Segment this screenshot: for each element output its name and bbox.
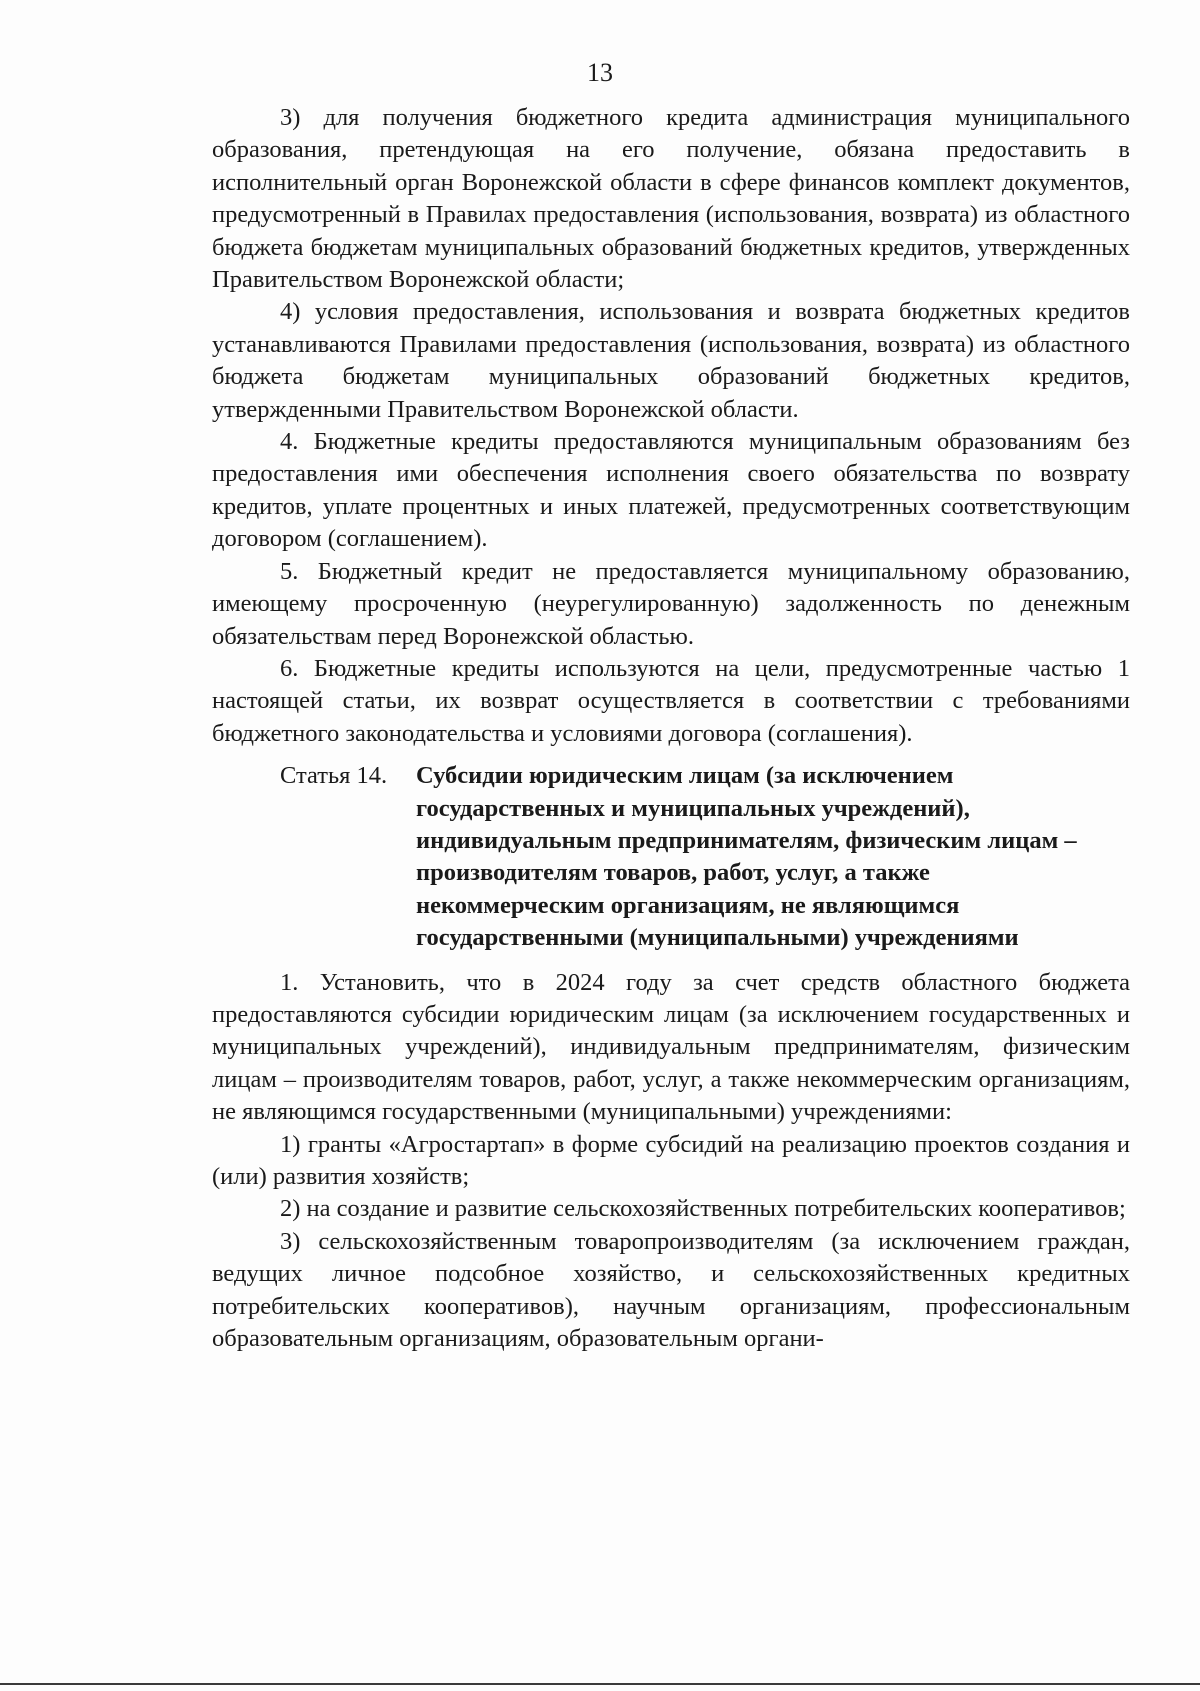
article-heading: [212, 760, 1130, 954]
article-label: Статья 14.: [280, 762, 388, 790]
page-number: 13: [587, 58, 613, 87]
paragraph-item-4-conditions: 4) условия предоставления, использования и возврата бюджетных кредитов устанавливаются Правилами предоставления (использования, возврата) из областного бюджета бюджетам муниципальных образований бюджетных кредитов, утвержденными Правительством Воронежской области.: [212, 298, 1130, 423]
page-bottom-divider: [0, 1683, 1200, 1685]
paragraph-point-6: 6. Бюджетные кредиты используются на цели, предусмотренные частью 1 настоящей статьи, их возврат осуществляется в соответствии с требованиями бюджетного законодательства и условиями договора (соглашения).: [212, 654, 1130, 747]
article-title: Субсидии юридическим лицам (за исключением государственных и муниципальных учреждений), индивидуальным предпринимателям, физическим лицам – производителям товаров, работ, услуг, а также некоммерческим организациям, не являющимся государственными (муниципальными) учреждениями: [416, 762, 1077, 952]
paragraph-item-3-application: 3) для получения бюджетного кредита администрация муниципального образования, претендующая на его получение, обязана предоставить в исполнительный орган Воронежской области в сфере финансов комплект документов, предусмотренный в Правилах предоставления (использования, возврата) из областного бюджета бюджетам муниципальных образований бюджетных кредитов, утвержденных Правительством Воронежской области;: [212, 104, 1130, 294]
paragraph-subpoint-2: 2) на создание и развитие сельскохозяйственных потребительских кооперативов;: [280, 1195, 1126, 1223]
document-body: [212, 102, 1130, 1355]
paragraph-point-4: 4. Бюджетные кредиты предоставляются муниципальным образованиям без предоставления ими обеспечения исполнения своего обязательства по возврату кредитов, уплате процентных и иных платежей, предусмотренных соответствующим договором (соглашением).: [212, 428, 1130, 553]
paragraph-subpoint-1: 1) гранты «Агростартап» в форме субсидий на реализацию проектов создания и (или) развития хозяйств;: [212, 1130, 1130, 1190]
paragraph-article-14-point-1: 1. Установить, что в 2024 году за счет средств областного бюджета предоставляются субсидии юридическим лицам (за исключением государственных и муниципальных учреждений), индивидуальным предпринимателям, физическим лицам – производителям товаров, работ, услуг, а также некоммерческим организациям, не являющимся государственными (муниципальными) учреждениями:: [212, 968, 1130, 1126]
paragraph-point-5: 5. Бюджетный кредит не предоставляется муниципальному образованию, имеющему просроченную (неурегулированную) задолженность по денежным обязательствам перед Воронежской областью.: [212, 557, 1130, 650]
paragraph-subpoint-3: 3) сельскохозяйственным товаропроизводителям (за исключением граждан, ведущих личное подсобное хозяйство, и сельскохозяйственных кредитных потребительских кооперативов), научным организациям, профессиональным образовательным организациям, образовательным органи-: [212, 1227, 1130, 1353]
